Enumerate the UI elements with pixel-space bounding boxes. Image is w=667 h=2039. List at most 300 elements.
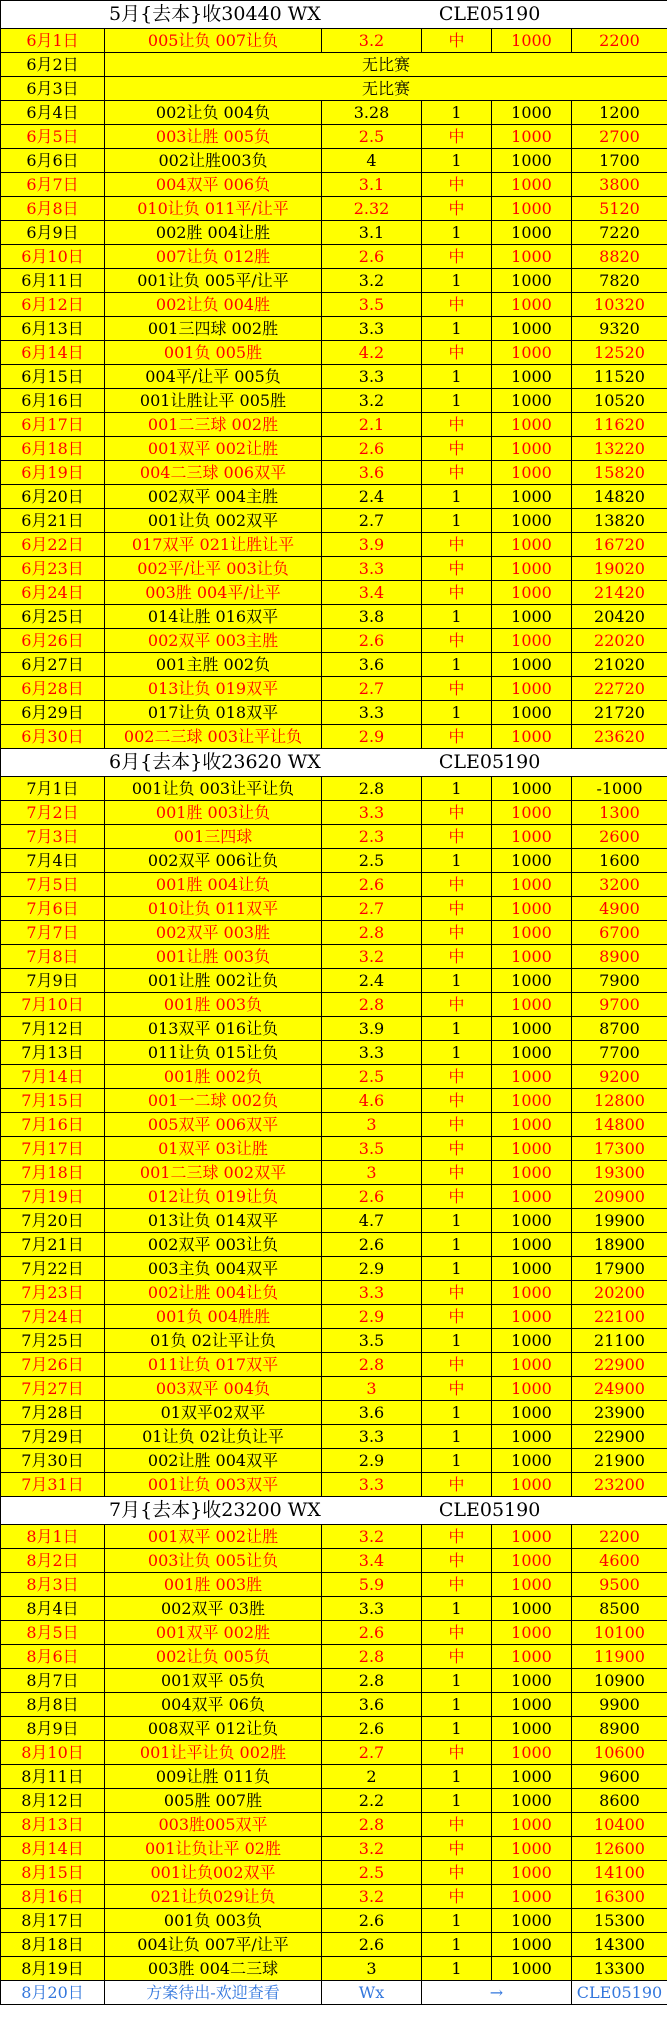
stake-cell: 1000 [492,945,572,969]
balance-cell: 9500 [572,1573,667,1597]
table-row [1,921,667,945]
result-cell: 中 [422,1813,492,1837]
date-cell: 6月7日 [1,173,105,197]
table-row [1,701,667,725]
balance-cell: 10400 [572,1813,667,1837]
odds-cell: 3 [322,1957,422,1981]
balance-cell: 22100 [572,1305,667,1329]
section-header [1,1,667,29]
stake-cell: 1000 [492,557,572,581]
odds-cell: 2.32 [322,197,422,221]
balance-cell: 2200 [572,1525,667,1549]
date-cell: 8月15日 [1,1861,105,1885]
date-cell: 6月17日 [1,413,105,437]
date-cell: 6月9日 [1,221,105,245]
balance-cell: 22020 [572,629,667,653]
match-cell: 001让负 005平/让平 [105,269,322,293]
date-cell: 7月10日 [1,993,105,1017]
date-cell: 6月15日 [1,365,105,389]
footer-code: CLE05190 [572,1981,667,2005]
match-cell: 001负 003负 [105,1909,322,1933]
balance-cell: 19300 [572,1161,667,1185]
table-row [1,1449,667,1473]
table-row [1,1741,667,1765]
stake-cell: 1000 [492,1573,572,1597]
date-cell: 6月25日 [1,605,105,629]
table-row [1,197,667,221]
odds-cell: 2.8 [322,993,422,1017]
table-row [1,1909,667,1933]
balance-cell: 8500 [572,1597,667,1621]
match-cell: 003主负 004双平 [105,1257,322,1281]
date-cell: 7月20日 [1,1209,105,1233]
result-cell: 中 [422,557,492,581]
balance-cell: 15820 [572,461,667,485]
stake-cell: 1000 [492,437,572,461]
odds-cell: 3.4 [322,1549,422,1573]
stake-cell: 1000 [492,629,572,653]
footer-row [1,1981,667,2005]
stake-cell: 1000 [492,725,572,749]
result-cell: 中 [422,725,492,749]
odds-cell: 2 [322,1765,422,1789]
result-cell: 1 [422,701,492,725]
odds-cell: 3.3 [322,801,422,825]
table-row [1,1329,667,1353]
match-cell: 003双平 004负 [105,1377,322,1401]
balance-cell: 8820 [572,245,667,269]
balance-cell: 10520 [572,389,667,413]
match-cell: 004双平 06负 [105,1693,322,1717]
date-cell: 6月10日 [1,245,105,269]
result-cell: 中 [422,677,492,701]
odds-cell: 3.9 [322,1017,422,1041]
date-cell: 6月13日 [1,317,105,341]
date-cell: 7月4日 [1,849,105,873]
odds-cell: 2.6 [322,437,422,461]
balance-cell: 1200 [572,101,667,125]
match-cell: 005让负 007让负 [105,29,322,53]
stake-cell: 1000 [492,1813,572,1837]
result-cell: 中 [422,897,492,921]
table-row [1,969,667,993]
table-row [1,1257,667,1281]
result-cell: 中 [422,533,492,557]
date-cell: 6月20日 [1,485,105,509]
table-row [1,849,667,873]
footer-wx: Wx [322,1981,422,2005]
balance-cell: 7700 [572,1041,667,1065]
result-cell: 中 [422,1305,492,1329]
stake-cell: 1000 [492,1329,572,1353]
date-cell: 6月22日 [1,533,105,557]
odds-cell: 3.3 [322,317,422,341]
section-code: CLE05190 [438,751,541,773]
table-row [1,1473,667,1497]
balance-cell: 21100 [572,1329,667,1353]
match-cell: 002平/让平 003让负 [105,557,322,581]
balance-cell: 1600 [572,849,667,873]
stake-cell: 1000 [492,317,572,341]
odds-cell: 3.2 [322,1837,422,1861]
date-cell: 7月26日 [1,1353,105,1377]
result-cell: 1 [422,1909,492,1933]
balance-cell: 21420 [572,581,667,605]
match-cell: 001双平 05负 [105,1669,322,1693]
stake-cell: 1000 [492,101,572,125]
date-cell: 6月26日 [1,629,105,653]
stake-cell: 1000 [492,1353,572,1377]
match-cell: 001主胜 002负 [105,653,322,677]
stake-cell: 1000 [492,221,572,245]
result-cell: 中 [422,1185,492,1209]
odds-cell: 2.8 [322,1669,422,1693]
stake-cell: 1000 [492,413,572,437]
stake-cell: 1000 [492,293,572,317]
stake-cell: 1000 [492,1377,572,1401]
match-cell: 002双平 004主胜 [105,485,322,509]
odds-cell: 3.5 [322,293,422,317]
odds-cell: 2.7 [322,1741,422,1765]
result-cell: 中 [422,197,492,221]
result-cell: 1 [422,1401,492,1425]
match-cell: 001一二球 002负 [105,1089,322,1113]
stake-cell: 1000 [492,873,572,897]
result-cell: 1 [422,1933,492,1957]
date-cell: 7月18日 [1,1161,105,1185]
result-cell: 1 [422,485,492,509]
balance-cell: 9600 [572,1765,667,1789]
result-cell: 1 [422,1717,492,1741]
match-cell: 004让负 007平/让平 [105,1933,322,1957]
balance-cell: 13300 [572,1957,667,1981]
odds-cell: 3.2 [322,1885,422,1909]
section-title: 7月{去本}收23200 WX [109,1499,321,1521]
date-cell: 7月12日 [1,1017,105,1041]
table-row [1,1669,667,1693]
table-row [1,825,667,849]
odds-cell: 3.9 [322,533,422,557]
result-cell: 中 [422,629,492,653]
date-cell: 8月12日 [1,1789,105,1813]
stake-cell: 1000 [492,1789,572,1813]
match-cell: 002双平 006让负 [105,849,322,873]
balance-cell: 14300 [572,1933,667,1957]
odds-cell: 3.3 [322,1473,422,1497]
odds-cell: 3.3 [322,1281,422,1305]
balance-cell: 10320 [572,293,667,317]
table-row [1,557,667,581]
balance-cell: 22900 [572,1353,667,1377]
odds-cell: 3.6 [322,653,422,677]
balance-cell: 16720 [572,533,667,557]
result-cell: 1 [422,1041,492,1065]
result-cell: 中 [422,1377,492,1401]
result-cell: 1 [422,1017,492,1041]
stake-cell: 1000 [492,1957,572,1981]
date-cell: 7月13日 [1,1041,105,1065]
match-cell: 002双平 003主胜 [105,629,322,653]
odds-cell: 2.6 [322,1933,422,1957]
stake-cell: 1000 [492,173,572,197]
stake-cell: 1000 [492,1741,572,1765]
stake-cell: 1000 [492,777,572,801]
table-row [1,605,667,629]
result-cell: 1 [422,509,492,533]
balance-cell: 13220 [572,437,667,461]
date-cell: 7月16日 [1,1113,105,1137]
stake-cell: 1000 [492,701,572,725]
match-cell: 012让负 019让负 [105,1185,322,1209]
balance-cell: 11520 [572,365,667,389]
table-row [1,1957,667,1981]
stake-cell: 1000 [492,1473,572,1497]
match-cell: 001三四球 [105,825,322,849]
match-cell: 002胜 004让胜 [105,221,322,245]
table-row [1,1161,667,1185]
match-cell: 004平/让平 005负 [105,365,322,389]
match-cell: 021让负029让负 [105,1885,322,1909]
footer-message: 方案待出-欢迎查看 [105,1981,322,2005]
balance-cell: 3200 [572,873,667,897]
odds-cell: 2.8 [322,1813,422,1837]
date-cell: 6月8日 [1,197,105,221]
table-row [1,317,667,341]
result-cell: 1 [422,269,492,293]
result-cell: 中 [422,945,492,969]
result-cell: 中 [422,1113,492,1137]
result-cell: 中 [422,461,492,485]
match-cell: 011让负 017双平 [105,1353,322,1377]
table-row [1,1813,667,1837]
odds-cell: 2.4 [322,969,422,993]
match-cell: 013让负 019双平 [105,677,322,701]
match-cell: 001二三球 002双平 [105,1161,322,1185]
stake-cell: 1000 [492,1717,572,1741]
odds-cell: 4.7 [322,1209,422,1233]
date-cell: 7月17日 [1,1137,105,1161]
table-row [1,29,667,53]
stake-cell: 1000 [492,605,572,629]
match-cell: 008双平 012让负 [105,1717,322,1741]
odds-cell: 4 [322,149,422,173]
table-row [1,1693,667,1717]
balance-cell: 21720 [572,701,667,725]
balance-cell: 23900 [572,1401,667,1425]
table-row [1,389,667,413]
stake-cell: 1000 [492,1089,572,1113]
result-cell: 1 [422,1789,492,1813]
stake-cell: 1000 [492,533,572,557]
result-cell: 1 [422,1425,492,1449]
result-cell: 中 [422,1137,492,1161]
stake-cell: 1000 [492,1449,572,1473]
odds-cell: 2.6 [322,1233,422,1257]
match-cell: 01双平02双平 [105,1401,322,1425]
stake-cell: 1000 [492,1137,572,1161]
table-row [1,101,667,125]
result-cell: 中 [422,1621,492,1645]
balance-cell: 14100 [572,1861,667,1885]
date-cell: 6月30日 [1,725,105,749]
date-cell: 7月23日 [1,1281,105,1305]
stake-cell: 1000 [492,801,572,825]
date-cell: 8月4日 [1,1597,105,1621]
date-cell: 7月21日 [1,1233,105,1257]
balance-cell: 1700 [572,149,667,173]
result-cell: 1 [422,1233,492,1257]
date-cell: 6月12日 [1,293,105,317]
table-row [1,653,667,677]
balance-cell: 23200 [572,1473,667,1497]
match-cell: 017让负 018双平 [105,701,322,725]
odds-cell: 3.28 [322,101,422,125]
result-cell: 1 [422,1449,492,1473]
balance-cell: 4600 [572,1549,667,1573]
date-cell: 8月14日 [1,1837,105,1861]
date-cell: 7月24日 [1,1305,105,1329]
match-cell: 002让负 005负 [105,1645,322,1669]
match-cell: 010让负 011双平 [105,897,322,921]
date-cell: 8月19日 [1,1957,105,1981]
balance-cell: 3800 [572,173,667,197]
balance-cell: 22720 [572,677,667,701]
date-cell: 6月1日 [1,29,105,53]
result-cell: 1 [422,1209,492,1233]
date-cell: 7月3日 [1,825,105,849]
result-cell: 中 [422,173,492,197]
balance-cell: 8900 [572,945,667,969]
table-row [1,1933,667,1957]
result-cell: 1 [422,221,492,245]
result-cell: 1 [422,389,492,413]
result-cell: 1 [422,605,492,629]
odds-cell: 2.3 [322,825,422,849]
match-cell: 002让负 004负 [105,101,322,125]
match-cell: 005胜 007胜 [105,1789,322,1813]
balance-cell: 12800 [572,1089,667,1113]
date-cell: 6月27日 [1,653,105,677]
balance-cell: 9320 [572,317,667,341]
result-cell: 中 [422,873,492,897]
date-cell: 6月14日 [1,341,105,365]
date-cell: 7月9日 [1,969,105,993]
balance-cell: 4900 [572,897,667,921]
date-cell: 7月28日 [1,1401,105,1425]
table-row [1,1353,667,1377]
table-row [1,1401,667,1425]
balance-cell: -1000 [572,777,667,801]
odds-cell: 2.9 [322,1449,422,1473]
odds-cell: 3.2 [322,269,422,293]
balance-cell: 17900 [572,1257,667,1281]
stake-cell: 1000 [492,1885,572,1909]
date-cell: 7月31日 [1,1473,105,1497]
stake-cell: 1000 [492,1597,572,1621]
table-row [1,1377,667,1401]
table-row [1,269,667,293]
balance-cell: 21900 [572,1449,667,1473]
section-header-cell [1,1,667,29]
match-cell: 004双平 006负 [105,173,322,197]
stake-cell: 1000 [492,1065,572,1089]
match-cell: 003胜005双平 [105,1813,322,1837]
odds-cell: 2.9 [322,1257,422,1281]
balance-cell: 10900 [572,1669,667,1693]
date-cell: 8月7日 [1,1669,105,1693]
stake-cell: 1000 [492,485,572,509]
odds-cell: 2.6 [322,1185,422,1209]
table-row [1,993,667,1017]
balance-cell: 20420 [572,605,667,629]
table-row [1,1789,667,1813]
odds-cell: 3.2 [322,389,422,413]
table-row [1,341,667,365]
table-row [1,293,667,317]
balance-cell: 2600 [572,825,667,849]
table-row [1,801,667,825]
result-cell: 1 [422,365,492,389]
date-cell: 6月2日 [1,53,105,77]
result-cell: 中 [422,341,492,365]
balance-cell: 8900 [572,1717,667,1741]
table-row [1,777,667,801]
date-cell: 7月30日 [1,1449,105,1473]
result-cell: 中 [422,581,492,605]
stake-cell: 1000 [492,993,572,1017]
section-header-cell [1,1497,667,1525]
balance-cell: 8700 [572,1017,667,1041]
stake-cell: 1000 [492,365,572,389]
match-cell: 001二三球 002胜 [105,413,322,437]
balance-cell: 22900 [572,1425,667,1449]
match-cell: 01负 02让平让负 [105,1329,322,1353]
odds-cell: 2.6 [322,873,422,897]
balance-cell: 7820 [572,269,667,293]
result-cell: 1 [422,1693,492,1717]
stake-cell: 1000 [492,1113,572,1137]
stake-cell: 1000 [492,1209,572,1233]
odds-cell: 2.5 [322,849,422,873]
table-row [1,1597,667,1621]
balance-cell: 14820 [572,485,667,509]
section-code: CLE05190 [438,1499,541,1521]
match-cell: 001让负 003让平让负 [105,777,322,801]
result-cell: 中 [422,1473,492,1497]
result-cell: 中 [422,1549,492,1573]
odds-cell: 2.8 [322,1645,422,1669]
table-row [1,1837,667,1861]
balance-cell: 18900 [572,1233,667,1257]
stake-cell: 1000 [492,341,572,365]
table-row [1,1717,667,1741]
match-cell: 009让胜 011负 [105,1765,322,1789]
balance-cell: 9700 [572,993,667,1017]
odds-cell: 3.1 [322,173,422,197]
result-cell: 中 [422,29,492,53]
stake-cell: 1000 [492,1621,572,1645]
match-cell: 001胜 003让负 [105,801,322,825]
table-row [1,485,667,509]
date-cell: 6月3日 [1,77,105,101]
date-cell: 8月5日 [1,1621,105,1645]
balance-cell: 23620 [572,725,667,749]
odds-cell: 2.5 [322,125,422,149]
stake-cell: 1000 [492,1017,572,1041]
stake-cell: 1000 [492,1041,572,1065]
date-cell: 8月11日 [1,1765,105,1789]
table-row [1,1185,667,1209]
